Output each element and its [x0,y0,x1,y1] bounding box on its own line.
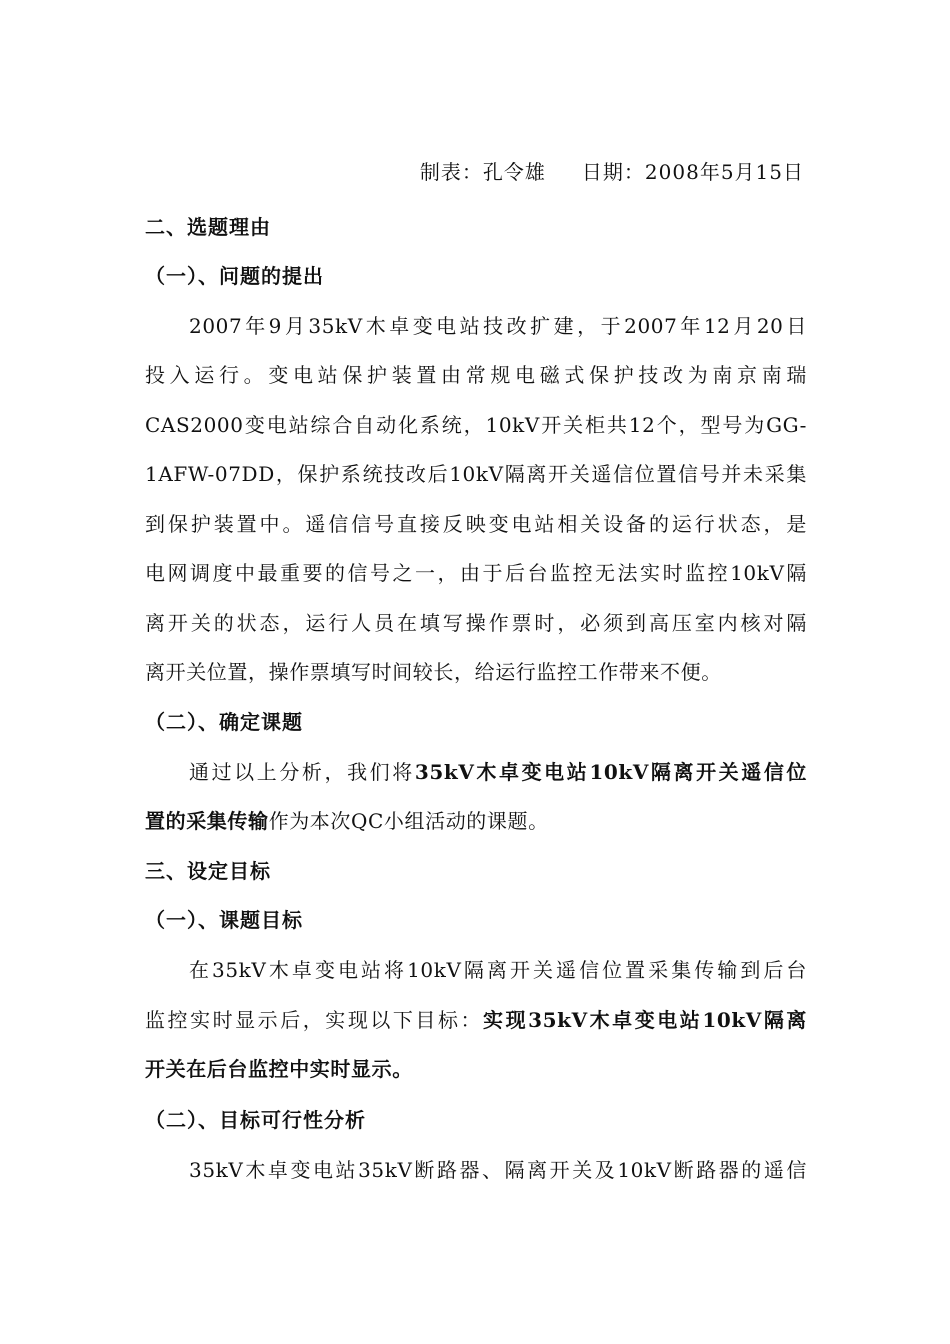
text-run: 通过以上分析，我们将 [189,760,415,784]
subsection-heading-2-1: （一）、问题的提出 [145,264,324,288]
section-heading-2: 二、选题理由 [145,215,271,239]
bold-text-run: 置的采集传输 [145,809,269,833]
date-label: 日期：2008年5月15日 [581,160,804,184]
paragraph-line: 离开关位置，操作票填写时间较长，给运行监控工作带来不便。 [145,660,722,684]
subsection-heading-2-2: （二）、确定课题 [145,710,303,734]
paragraph-line: 到保护装置中。遥信信号直接反映变电站相关设备的运行状态，是 [145,512,807,536]
paragraph-line: 2007年9月35kV木卓变电站技改扩建，于2007年12月20日 [189,314,807,338]
section-heading-3: 三、设定目标 [145,859,271,883]
bold-text-run: 35kV木卓变电站10kV隔离开关遥信位 [414,760,808,784]
paragraph-line: 1AFW-07DD，保护系统技改后10kV隔离开关遥信位置信号并未采集 [145,462,807,486]
paragraph-line: 电网调度中最重要的信号之一，由于后台监控无法实时监控10kV隔 [145,561,807,585]
paragraph-line-bold: 开关在后台监控中实时显示。 [145,1057,413,1081]
text-run: 监控实时显示后，实现以下目标： [145,1008,484,1032]
paragraph-line [145,1006,807,1034]
paragraph-line: 35kV木卓变电站35kV断路器、隔离开关及10kV断路器的遥信 [189,1158,807,1182]
paragraph-line: CAS2000变电站综合自动化系统，10kV开关柜共12个，型号为GG- [145,413,807,437]
paragraph-line [189,758,807,786]
bold-text-run: 实现35kV木卓变电站10kV隔离 [483,1008,807,1032]
maker-label: 制表：孔令雄 [419,160,546,184]
paragraph-line: 在35kV木卓变电站将10kV隔离开关遥信位置采集传输到后台 [189,958,807,982]
subsection-heading-3-1: （一）、课题目标 [145,908,303,932]
document-meta [420,158,804,186]
subsection-heading-3-2: （二）、目标可行性分析 [145,1108,366,1132]
paragraph-line: 离开关的状态，运行人员在填写操作票时，必须到高压室内核对隔 [145,611,807,635]
paragraph-line: 投入运行。变电站保护装置由常规电磁式保护技改为南京南瑞 [145,363,807,387]
paragraph-line [145,807,807,835]
text-run: 作为本次QC小组活动的课题。 [268,809,549,833]
